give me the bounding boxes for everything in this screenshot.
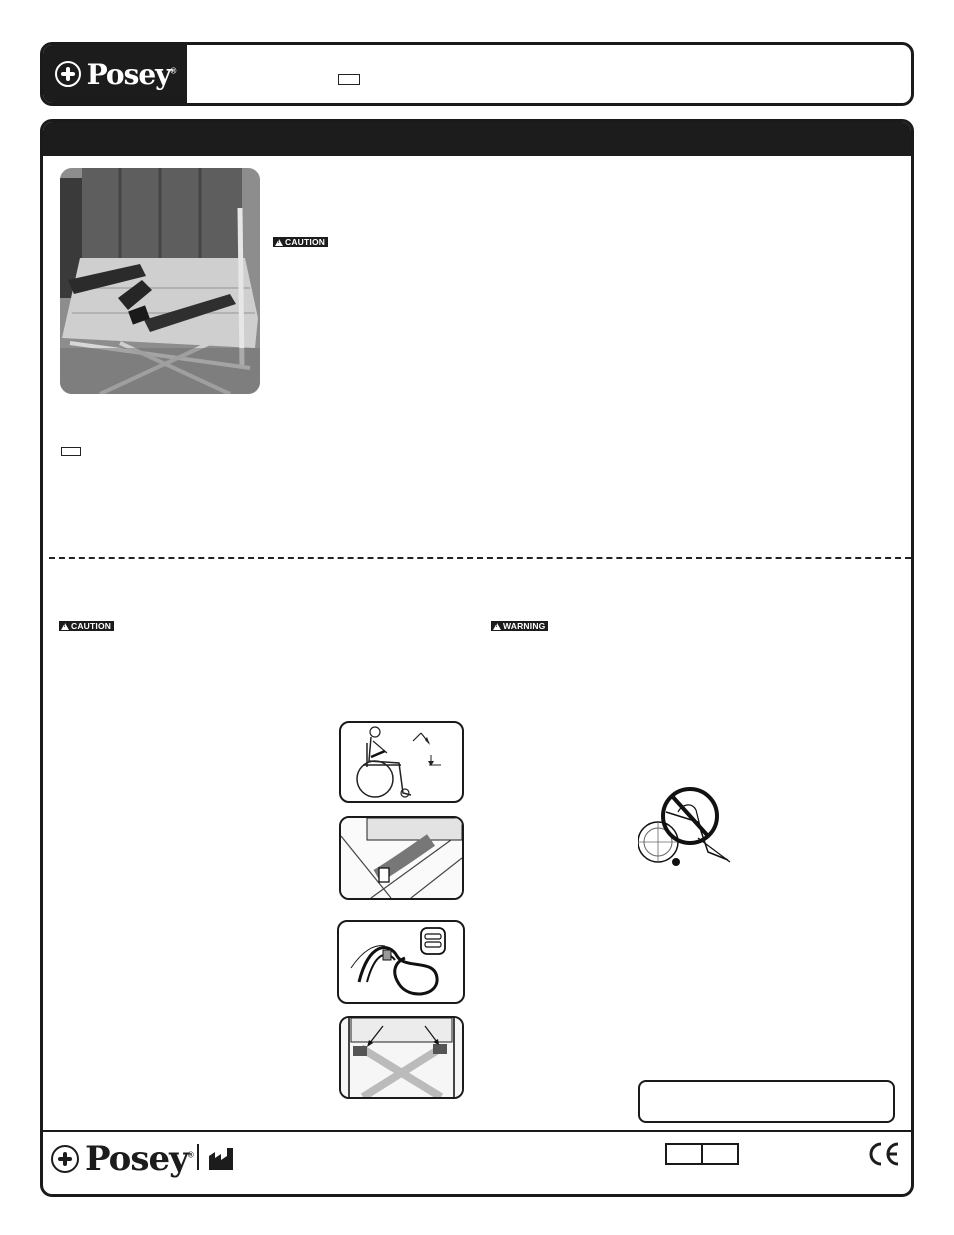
warning-triangle-icon: [61, 623, 69, 630]
brand-wordmark: Posey®: [86, 57, 176, 91]
posey-cross-logo-icon: [55, 61, 81, 87]
note-box: [638, 1080, 895, 1123]
factory-icon: [209, 1148, 235, 1170]
header-bar: [40, 42, 914, 106]
main-content-frame: [40, 119, 914, 1197]
header-logo: [43, 45, 187, 103]
figure-under-seat-attachment: [339, 1016, 464, 1099]
figure-buckle-threading: [337, 920, 465, 1004]
product-photo-wheelchair-belt: [60, 168, 260, 394]
warning-triangle-icon: [493, 623, 501, 630]
small-checkbox: [61, 447, 81, 456]
title-band: [43, 122, 911, 156]
ce-mark-icon: [867, 1141, 901, 1167]
figure-strap-frame-attach: [339, 816, 464, 900]
header-checkbox: [338, 74, 360, 85]
footer-split-box: [665, 1143, 739, 1165]
footer-logo: [51, 1139, 193, 1179]
figure-seated-patient: [339, 721, 464, 803]
footer-brand-wordmark: Posey®: [85, 1139, 193, 1179]
dashed-divider: [49, 557, 911, 559]
figure-no-tipping-wheelchair: [638, 782, 733, 874]
warning-badge: ! WARNING: [491, 621, 548, 631]
footer-vertical-divider: [197, 1144, 199, 1170]
footer-divider-line: [43, 1130, 911, 1132]
warning-triangle-icon: [275, 239, 283, 246]
posey-cross-logo-icon: [51, 1145, 79, 1173]
caution-badge-top: ! CAUTION: [273, 237, 328, 247]
caution-badge-lower: ! CAUTION: [59, 621, 114, 631]
